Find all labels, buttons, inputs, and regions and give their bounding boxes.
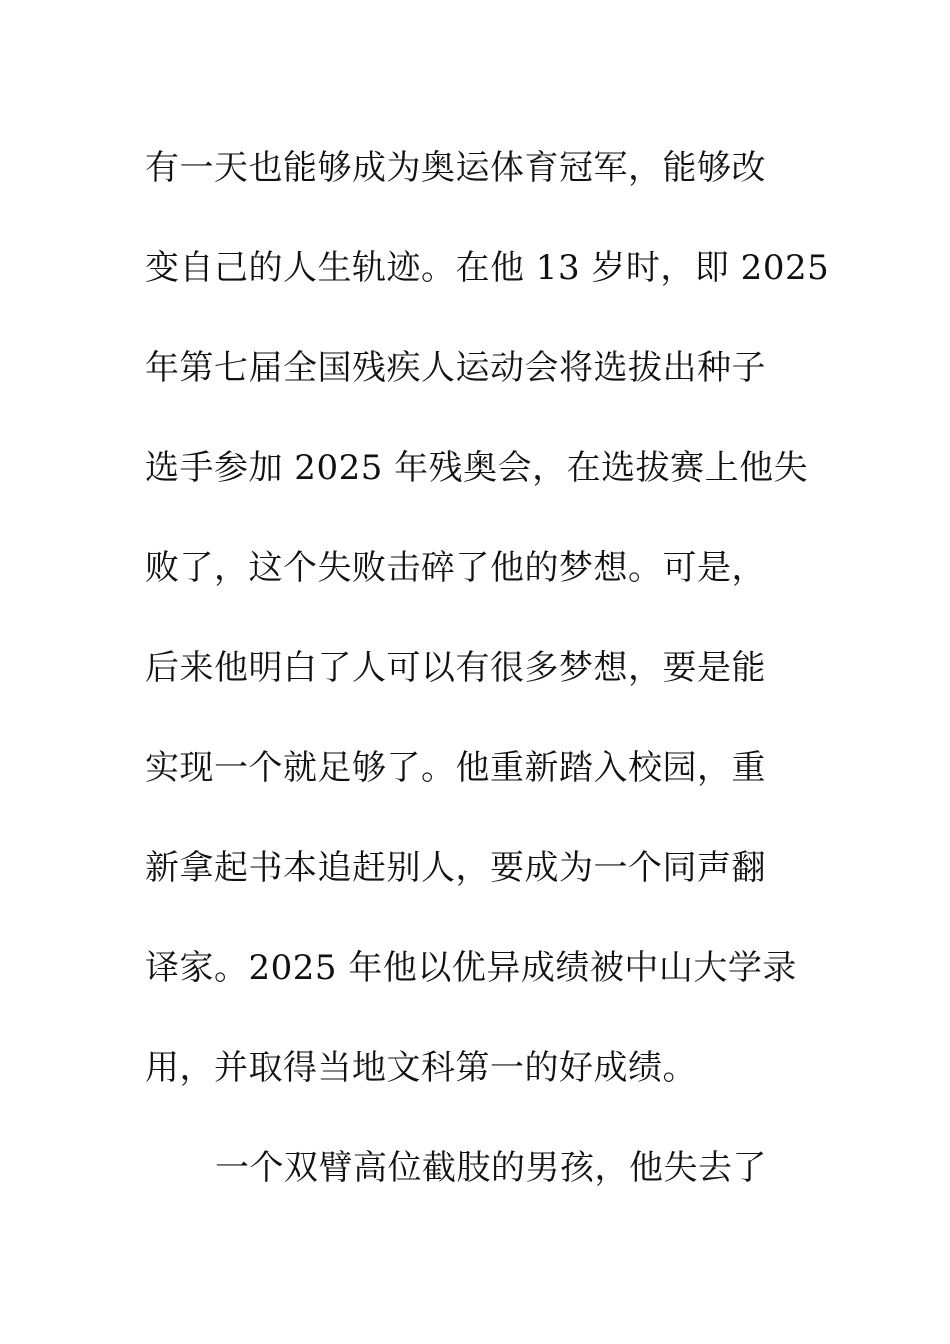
text-line: 用，并取得当地文科第一的好成绩。 [145, 1048, 697, 1088]
text-line: 败了，这个失败击碎了他的梦想。可是， [145, 548, 766, 588]
paragraph-start-line: 一个双臂高位截肢的男孩，他失去了 [215, 1148, 767, 1188]
text-line: 实现一个就足够了。他重新踏入校园，重 [145, 748, 766, 788]
text-line: 译家。2025 年他以优异成绩被中山大学录 [145, 948, 797, 988]
text-line: 年第七届全国残疾人运动会将选拔出种子 [145, 348, 766, 388]
text-line: 后来他明白了人可以有很多梦想，要是能 [145, 648, 766, 688]
body-text [145, 118, 830, 1218]
text-line: 变自己的人生轨迹。在他 13 岁时，即 2025 [145, 248, 830, 288]
text-line: 新拿起书本追赶别人，要成为一个同声翻 [145, 848, 766, 888]
text-line: 有一天也能够成为奥运体育冠军，能够改 [145, 148, 766, 188]
text-line: 选手参加 2025 年残奥会，在选拔赛上他失 [145, 448, 809, 488]
